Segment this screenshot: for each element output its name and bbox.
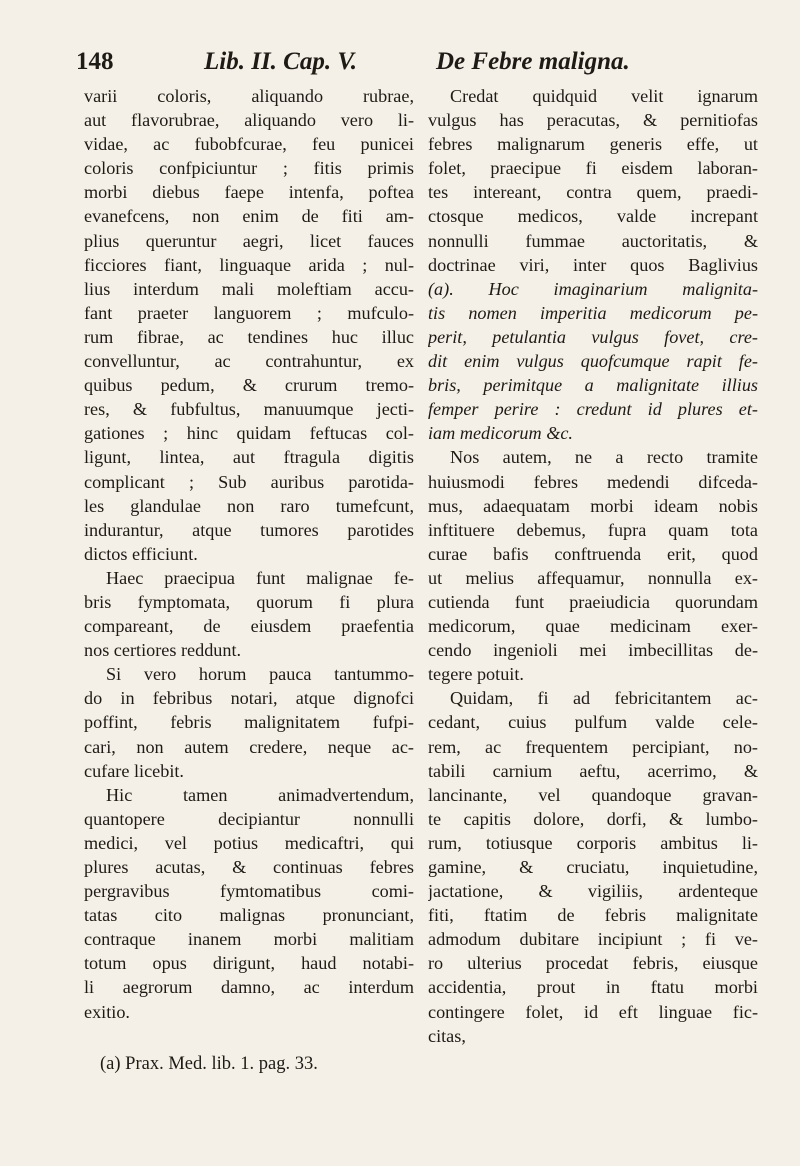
- right-text-column: [428, 84, 758, 1048]
- text-line: curae bafis conftruenda erit, quod: [428, 543, 758, 564]
- text-line: iam medicorum &c.: [428, 423, 573, 444]
- text-line: ctosque medicos, valde increpant: [428, 206, 758, 227]
- text-line: mus, adaequatam morbi ideam nobis: [428, 495, 758, 516]
- text-line: bris fymptomata, quorum fi plura: [84, 591, 414, 612]
- left-text-column: [84, 84, 414, 1024]
- text-line: fant praeter languorem ; mufculo-: [84, 302, 414, 323]
- text-line: plius queruntur aegri, licet fauces: [84, 230, 414, 251]
- header-book-chapter: Lib. II. Cap. V.: [204, 48, 358, 75]
- text-line: quantopere decipiantur nonnulli: [84, 808, 414, 829]
- text-line: coloris confpiciuntur ; fitis primis: [84, 158, 414, 179]
- text-line: li aegrorum damno, ac interdum: [84, 977, 414, 998]
- text-line: dit enim vulgus quofcumque rapit fe-: [428, 351, 758, 372]
- text-line: pergravibus fymtomatibus comi-: [84, 881, 414, 902]
- text-line: fiti, ftatim de febris malignitate: [428, 905, 758, 926]
- text-line: (a). Hoc imaginarium malignita-: [428, 278, 758, 299]
- text-line: vulgus has peracutas, & pernitiofas: [428, 110, 758, 131]
- page-number: 148: [76, 48, 114, 75]
- text-line: dictos efficiunt.: [84, 543, 198, 564]
- text-line: Hic tamen animadvertendum,: [106, 784, 414, 805]
- text-line: rum fibrae, ac tendines huc illuc: [84, 326, 414, 347]
- text-line: complicant ; Sub auribus parotida-: [84, 471, 414, 492]
- text-line: tabili carnium aeftu, acerrimo, &: [428, 760, 758, 781]
- text-line: cendo ingenioli mei imbecillitas de-: [428, 640, 758, 661]
- text-line: nos certiores reddunt.: [84, 640, 242, 661]
- text-line: Si vero horum pauca tantummo-: [106, 664, 414, 685]
- text-line: lius interdum mali moleftiam accu-: [84, 278, 414, 299]
- text-line: evanefcens, non enim de fiti am-: [84, 206, 414, 227]
- text-line: inftituere debemus, fupra quam tota: [428, 519, 758, 540]
- text-line: medici, vel potius medicaftri, qui: [84, 832, 414, 853]
- text-line: do in febribus notari, atque dignofci: [84, 688, 414, 709]
- text-line: contingere folet, id eft linguae fic-: [428, 1001, 758, 1022]
- text-line: rum, totiusque corporis ambitus li-: [428, 832, 758, 853]
- footnote: (a) Prax. Med. lib. 1. pag. 33.: [100, 1054, 318, 1074]
- text-line: citas,: [428, 1025, 466, 1046]
- text-line: totum opus dirigunt, haud notabi-: [84, 953, 414, 974]
- text-line: ficciores fiant, linguaque arida ; nul-: [84, 254, 414, 275]
- text-line: jactatione, & vigiliis, ardenteque: [428, 881, 758, 902]
- text-line: vidae, ac fubobfcurae, feu punicei: [84, 134, 414, 155]
- text-line: Quidam, fi ad febricitantem ac-: [450, 688, 758, 709]
- header-section-title: De Febre maligna.: [436, 48, 630, 75]
- text-line: les glandulae non raro tumefcunt,: [84, 495, 414, 516]
- text-line: Haec praecipua funt malignae fe-: [106, 567, 414, 588]
- text-line: contraque inanem morbi malitiam: [84, 929, 414, 950]
- text-line: plures acutas, & continuas febres: [84, 857, 414, 877]
- text-line: lancinante, vel quandoque gravan-: [428, 784, 758, 805]
- text-line: convelluntur, ac contrahuntur, ex: [84, 351, 414, 372]
- text-line: res, & fubfultus, manuumque jecti-: [84, 399, 414, 420]
- text-line: aut flavorubrae, aliquando vero li-: [84, 110, 414, 131]
- text-line: Credat quidquid velit ignarum: [450, 86, 758, 106]
- text-line: cufare licebit.: [84, 760, 184, 781]
- text-line: cutienda funt praeiudicia quorundam: [428, 591, 758, 612]
- text-line: varii coloris, aliquando rubrae,: [84, 86, 414, 106]
- text-line: nonnulli fummae auctoritatis, &: [428, 230, 758, 251]
- text-line: cedant, cuius pulfum valde cele-: [428, 712, 758, 733]
- text-line: bris, perimitque a malignitate illius: [428, 375, 758, 396]
- text-line: quibus pedum, & crurum tremo-: [84, 375, 414, 396]
- text-line: ro ulterius procedat febris, eiusque: [428, 953, 758, 974]
- text-line: huiusmodi febres medendi difceda-: [428, 471, 758, 492]
- text-line: accidentia, prout in ftatu morbi: [428, 977, 758, 998]
- text-line: Nos autem, ne a recto tramite: [450, 447, 758, 468]
- text-line: tatas cito malignas pronunciant,: [84, 905, 414, 926]
- text-line: poffint, febris malignitatem fufpi-: [84, 712, 414, 733]
- text-line: medicorum, quae medicinam exer-: [428, 616, 758, 637]
- text-line: tegere potuit.: [428, 664, 524, 685]
- text-line: febres malignarum generis effe, ut: [428, 134, 758, 155]
- text-line: compareant, de eiusdem praefentia: [84, 616, 414, 637]
- text-line: admodum dubitare incipiunt ; fi ve-: [428, 929, 758, 950]
- running-header: [76, 48, 726, 88]
- text-line: tes intereant, contra quem, praedi-: [428, 182, 758, 203]
- text-line: ligunt, lintea, aut ftragula digitis: [84, 447, 414, 468]
- text-line: femper perire : credunt id plures et-: [428, 399, 758, 420]
- text-line: tis nomen imperitia medicorum pe-: [428, 302, 758, 323]
- text-line: cari, non autem credere, neque ac-: [84, 736, 414, 757]
- text-line: ut melius affequamur, nonnulla ex-: [428, 567, 758, 588]
- text-line: perit, petulantia vulgus fovet, cre-: [428, 326, 758, 347]
- text-line: rem, ac frequentem percipiant, no-: [428, 736, 758, 757]
- text-line: folet, praecipue fi eisdem laboran-: [428, 158, 758, 179]
- text-line: morbi diebus faepe intenfa, poftea: [84, 182, 414, 203]
- text-line: doctrinae viri, inter quos Baglivius: [428, 254, 758, 275]
- text-line: gamine, & cruciatu, inquietudine,: [428, 857, 758, 877]
- text-line: exitio.: [84, 1001, 130, 1022]
- text-line: indurantur, atque tumores parotides: [84, 519, 414, 540]
- text-line: te capitis dolore, dorfi, & lumbo-: [428, 808, 758, 829]
- text-line: gationes ; hinc quidam feftucas col-: [84, 423, 414, 444]
